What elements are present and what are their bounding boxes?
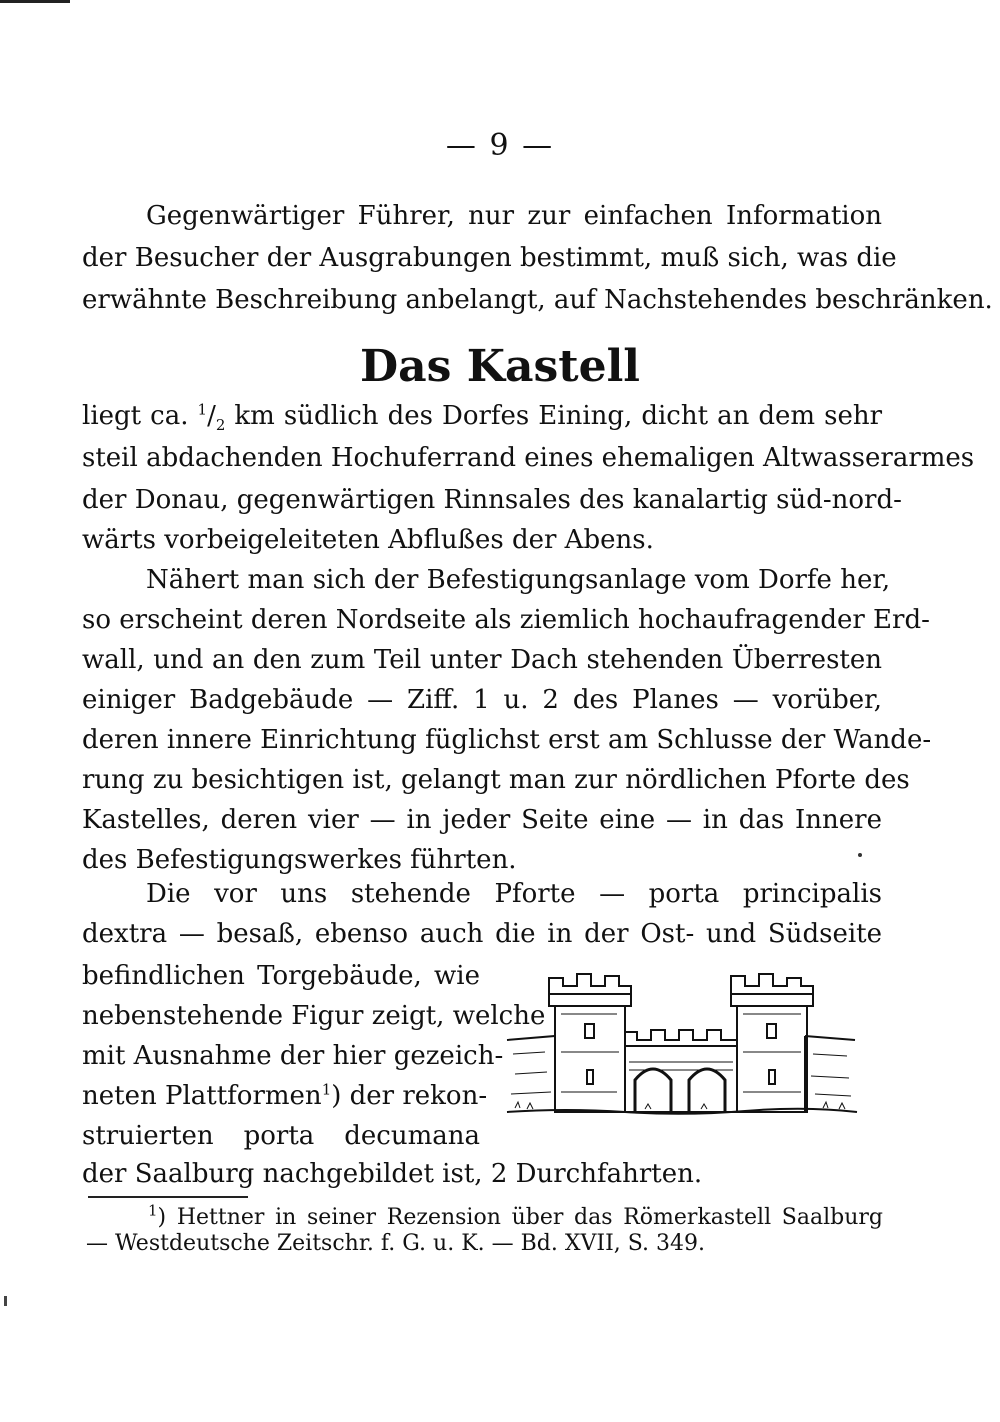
para3-line-1: Die vor uns stehende Pforte — porta principalis — [146, 879, 882, 909]
fraction-numerator: 1 — [197, 400, 208, 419]
footnote-line-2: — Westdeutsche Zeitschr. f. G. u. K. — Bd. XVII, S. 349. — [86, 1231, 706, 1256]
para2-line-8: des Befestigungswerkes führten. — [82, 845, 517, 875]
para3-line-8: der Saalburg nachgebildet ist, 2 Durchfahrten. — [82, 1159, 703, 1189]
footnote-rule — [88, 1196, 248, 1198]
footnote-ref: 1 — [321, 1080, 332, 1099]
para3-line-6-end: ) der rekon- — [331, 1081, 488, 1111]
para2-line-4: einiger Badgebäude — Ziff. 1 u. 2 des Planes — vorüber, — [82, 685, 882, 715]
para2-line-7: Kastelles, deren vier — in jeder Seite eine — in das Innere — [82, 805, 882, 835]
gatehouse-illustration — [505, 962, 859, 1122]
para3-line-3: befindlichen Torgebäude, wie — [82, 961, 480, 991]
intro-line-2: der Besucher der Ausgrabungen bestimmt, muß sich, was die — [82, 243, 897, 273]
fraction-separator: / — [207, 401, 216, 431]
para2-line-1: Nähert man sich der Befestigungsanlage vom Dorfe her, — [146, 565, 891, 595]
scan-edge-speck — [4, 1296, 7, 1306]
scan-edge-mark — [0, 0, 70, 3]
fraction-denominator: 2 — [215, 416, 226, 435]
para1-line-2: steil abdachenden Hochuferrand eines ehemaligen Altwasserarmes — [82, 443, 975, 473]
para3-line-6-start: neten Plattformen — [82, 1081, 322, 1111]
para3-line-7: struierten porta decumana — [82, 1121, 480, 1151]
para2-line-5: deren innere Einrichtung füglichst erst am Schlusse der Wande- — [82, 725, 932, 755]
para1-line-1-start: liegt ca. — [82, 401, 198, 431]
para1-line-1 — [82, 396, 882, 436]
para3-line-5: mit Ausnahme der hier gezeich- — [82, 1041, 504, 1071]
para1-line-3: der Donau, gegenwärtigen Rinnsales des kanalartig süd-nord- — [82, 485, 902, 515]
para2-line-3: wall, und an den zum Teil unter Dach stehenden Überresten — [82, 645, 882, 675]
para3-line-2: dextra — besaß, ebenso auch die in der Ost- und Südseite — [82, 919, 882, 949]
para1-line-4: wärts vorbeigeleiteten Abflußes der Abens. — [82, 525, 654, 555]
section-heading: Das Kastell — [359, 341, 641, 392]
intro-line-3: erwähnte Beschreibung anbelangt, auf Nachstehendes beschränken. — [82, 285, 993, 315]
para3-line-4: nebenstehende Figur zeigt, welche — [82, 1001, 546, 1031]
footnote-line-1-text: ) Hettner in seiner Rezension über das Römerkastell Saalburg — [157, 1205, 883, 1230]
page-number: — 9 — — [445, 128, 555, 163]
intro-line-1: Gegenwärtiger Führer, nur zur einfachen Information — [146, 201, 882, 231]
para2-line-6: rung zu besichtigen ist, gelangt man zur nördlichen Pforte des — [82, 765, 910, 795]
para2-line-2: so erscheint deren Nordseite als ziemlich hochaufragender Erd- — [82, 605, 930, 635]
footnote-marker: 1 — [148, 1201, 158, 1220]
para3-line-6 — [82, 1076, 488, 1116]
para1-line-1-end: km südlich des Dorfes Eining, dicht an dem sehr — [225, 401, 882, 431]
